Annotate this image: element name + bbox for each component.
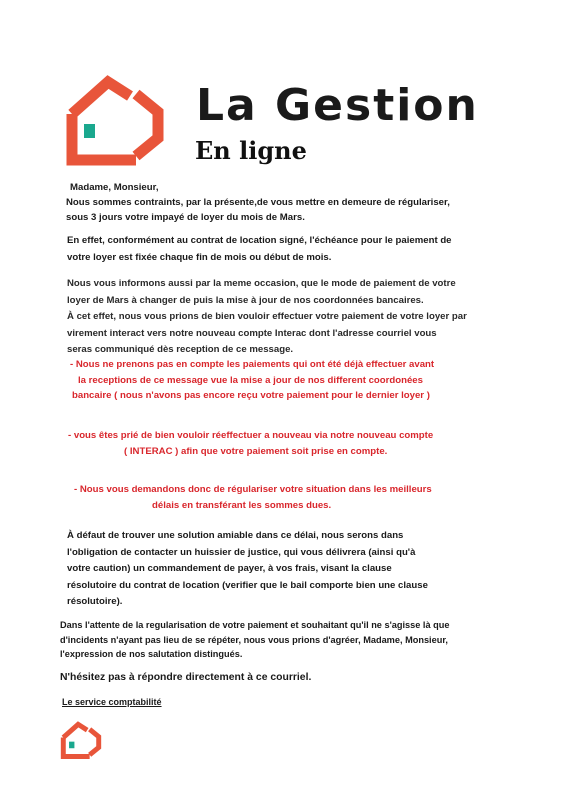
red1-line: bancaire ( nous n'avons pas encore reçu votre paiement pour le dernier loyer )	[72, 390, 430, 401]
reply-invitation: N'hésitez pas à répondre directement à ce courriel.	[60, 672, 312, 683]
para3-line: virement interact vers notre nouveau compte Interac dont l'adresse courriel vous	[67, 327, 437, 339]
brand-subtitle: En ligne	[195, 136, 307, 165]
alert-interac	[68, 428, 433, 459]
greeting: Madame, Monsieur,	[70, 182, 159, 193]
para2-line: votre loyer est fixée chaque fin de mois ou début de mois.	[67, 252, 332, 263]
para3-line: À cet effet, nous vous prions de bien vouloir effectuer votre paiement de votre loyer par	[67, 311, 467, 322]
signature: Le service comptabilité	[62, 697, 162, 707]
closing-line: d'incidents n'ayant pas lieu de se répéter, nous vous prions d'agréer, Madame, Monsieur,	[60, 634, 448, 645]
brand-title: La Gestion	[196, 80, 479, 131]
red2-line: - vous êtes prié de bien vouloir réeffectuer a nouveau via notre nouveau compte	[68, 430, 434, 441]
paragraph-echeance	[67, 233, 452, 265]
paragraph-huissier	[67, 528, 428, 611]
para1-line: sous 3 jours votre impayé de loyer du mois de Mars.	[66, 212, 305, 223]
para4-line: À défaut de trouver une solution amiable dans ce délai, nous serons dans	[67, 530, 404, 541]
red2-line: ( INTERAC ) afin que votre paiement soit prise en compte.	[124, 445, 388, 457]
para3-line: seras communiqué dès reception de ce message.	[67, 344, 294, 355]
para2-line: En effet, conformément au contrat de location signé, l'échéance pour le paiement de	[67, 235, 452, 246]
letter-greeting-block	[66, 180, 450, 225]
para3-line: loyer de Mars à changer de puis la mise à jour de nos coordonnées bancaires.	[67, 294, 424, 306]
closing-line: Dans l'attente de la regularisation de votre paiement et souhaitant qu'il ne s'agisse là que	[60, 620, 450, 630]
house-logo-small-icon	[60, 719, 102, 761]
red3-line: délais en transférant les sommes dues.	[152, 499, 332, 511]
red1-line: la receptions de ce message vue la mise a jour de nos different coordonées	[78, 374, 423, 386]
para4-line: l'obligation de contacter un huissier de justice, qui vous délivrera (ainsi qu'à	[67, 546, 416, 558]
para3-line: Nous vous informons aussi par la meme occasion, que le mode de paiement de votre	[67, 278, 456, 289]
alert-regulariser	[74, 482, 432, 513]
house-logo-icon	[64, 72, 166, 168]
paragraph-mode-paiement	[67, 276, 467, 359]
alert-paiements	[70, 357, 434, 404]
paragraph-closing	[60, 618, 449, 662]
closing-line: l'expression de nos salutation distingués.	[60, 649, 243, 659]
red1-line: - Nous ne prenons pas en compte les paiements qui ont été déjà effectuer avant	[70, 359, 435, 370]
para4-line: résolutoire).	[67, 596, 123, 607]
para4-line: résolutoire du contrat de location (verifier que le bail comporte bien une clause	[67, 579, 428, 591]
red3-line: - Nous vous demandons donc de régulariser votre situation dans les meilleurs	[74, 484, 432, 495]
para4-line: votre caution) un commandement de payer, à vos frais, visant la clause	[67, 563, 392, 574]
para1-line: Nous sommes contraints, par la présente,de vous mettre en demeure de régulariser,	[66, 197, 450, 208]
